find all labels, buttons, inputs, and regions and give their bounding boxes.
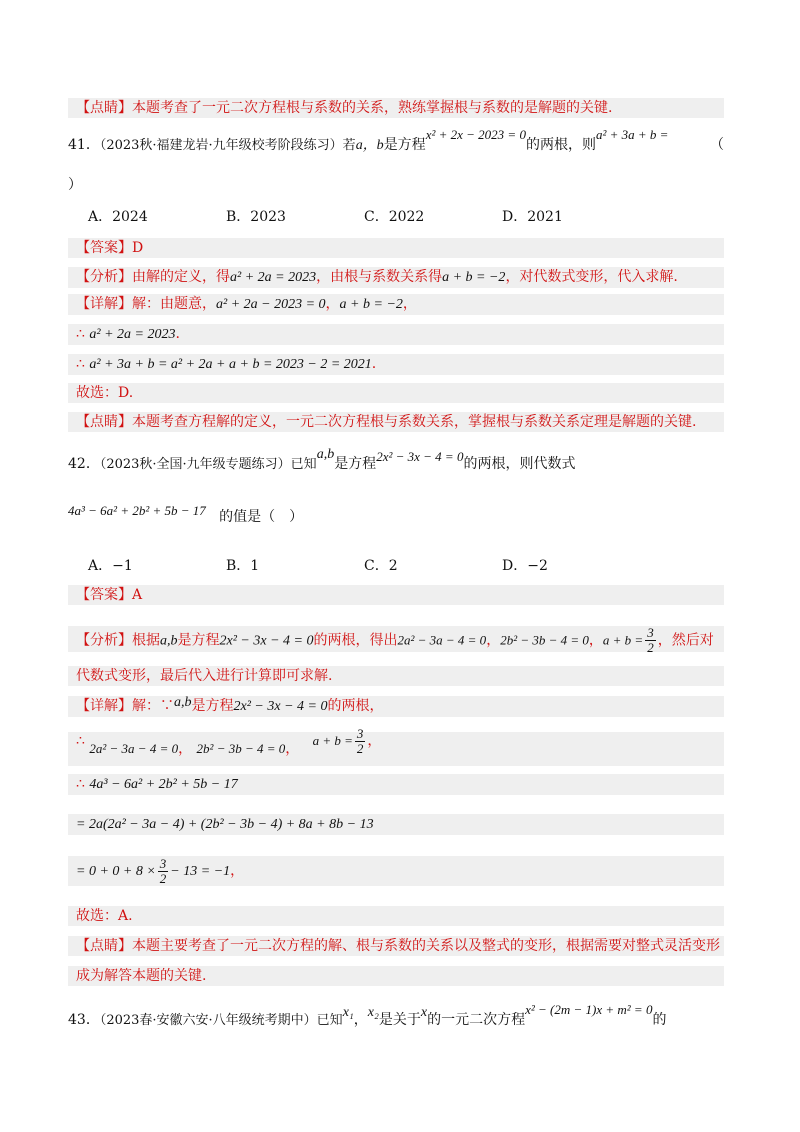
step-math: 2a² − 3a − 4 = 0 (89, 741, 179, 756)
analysis-tag: 【分析】 (76, 632, 132, 649)
math-var: x (420, 1005, 428, 1020)
answer-tag: 【答案】 (76, 587, 132, 603)
expression: 4a³ − 6a² + 2b² + 5b − 17 (68, 503, 206, 518)
fraction (645, 626, 656, 655)
option-b[interactable]: B．1 (226, 558, 260, 574)
analysis-math: a + b = (602, 632, 644, 648)
q43-stem (68, 1002, 724, 1031)
detail-tag: 【详解】 (76, 296, 132, 312)
dianjing-text: 本题考查了一元二次方程根与系数的关系，熟练掌握根与系数的是解题的关键. (132, 100, 613, 116)
analysis-text: 的两根，得出 (313, 632, 398, 649)
step-math: 4a³ − 6a² + 2b² + 5b − 17 (89, 777, 238, 792)
therefore-symbol: ∴ (76, 356, 85, 372)
option-d[interactable]: D．2021 (502, 209, 563, 225)
analysis-tag: 【分析】 (76, 269, 132, 285)
analysis-math: a² + 2a = 2023 (230, 270, 317, 285)
q41-answer (68, 238, 724, 258)
detail-end: ， (402, 296, 417, 312)
detail-tag: 【详解】 (76, 698, 132, 714)
q41-dianjing (68, 412, 724, 432)
q42-step3 (68, 814, 724, 835)
fraction (355, 727, 366, 756)
question-number: 43． (68, 1012, 100, 1028)
dianjing-tag: 【点睛】 (76, 938, 132, 954)
choose-text: 故选：D. (76, 385, 134, 401)
math-vars: a,b (316, 447, 335, 462)
step-end: . (371, 356, 377, 372)
detail-math: 2x² − 3x − 4 = 0 (233, 699, 328, 714)
equation: x² + 2x − 2023 = 0 (425, 127, 526, 142)
analysis-text: 是方程 (177, 632, 220, 649)
detail-text: 的两根， (327, 698, 384, 714)
q41-detail (68, 294, 724, 315)
step-math: = 0 + 0 + 8 × (76, 864, 156, 879)
step-math: a² + 2a = 2023 (89, 327, 176, 342)
step-sep: ， (285, 741, 300, 757)
q42-choose (68, 906, 724, 926)
q41-options (68, 207, 724, 227)
q42-analysis (68, 625, 724, 655)
therefore-symbol: ∴ (76, 733, 85, 749)
equation: 2x² − 3x − 4 = 0 (376, 449, 464, 464)
step-end: ， (367, 733, 382, 749)
option-a[interactable]: A．2024 (88, 209, 148, 225)
option-c[interactable]: C．2 (364, 558, 398, 574)
q41-paren-close (68, 175, 724, 195)
question-source: （2023秋·福建龙岩·九年级校考阶段练习）若 (99, 138, 356, 153)
step-math: = 2a(2a² − 3a − 4) + (2b² − 3b − 4) + 8a + 8b − 13 (76, 817, 374, 832)
question-source: （2023秋·全国·九年级专题练习）已知 (99, 457, 317, 472)
answer-value: A (132, 587, 143, 603)
stem-text: 是关于 (378, 1012, 421, 1028)
analysis-text: ，由根与系数关系得 (316, 269, 443, 285)
math-var: x₂ (367, 1005, 379, 1020)
detail-text: 是方程 (191, 698, 234, 714)
option-d[interactable]: D．−2 (502, 558, 548, 574)
option-a[interactable]: A．−1 (88, 558, 133, 574)
stem-text: 的 (652, 1012, 667, 1028)
q42-expr-line (68, 503, 724, 527)
q42-stem (68, 447, 724, 475)
step-math: a + b = (312, 733, 353, 748)
fraction-numerator: 3 (356, 725, 364, 741)
analysis-math: a + b = −2 (442, 270, 506, 285)
dianjing-tag: 【点睛】 (76, 100, 132, 116)
dianjing-text: 成为解答本题的关键. (76, 968, 207, 984)
step-math: 2b² − 3b − 4 = 0 (196, 741, 286, 756)
fraction-denominator: 2 (159, 870, 167, 886)
equation: x² − (2m − 1)x + m² = 0 (525, 1002, 653, 1017)
stem-text: 的两根，则代数式 (463, 456, 576, 472)
fraction-denominator: 2 (647, 640, 654, 655)
q42-dianjing (68, 936, 724, 956)
step-sep: ， (178, 741, 193, 757)
analysis-text: 代数式变形，最后代入进行计算即可求解. (76, 668, 333, 684)
analysis-text: ，然后对 (657, 632, 714, 649)
stem-text: 是方程 (383, 137, 426, 153)
analysis-text: ，对代数式变形，代入求解. (505, 269, 678, 285)
fraction-numerator: 3 (159, 855, 167, 871)
math-var: x₁ (342, 1005, 354, 1020)
dianjing-text: 本题主要考查了一元二次方程的解、根与系数的关系以及整式的变形，根据需要对整式灵活变形 (132, 938, 720, 954)
question-source: （2023春·安徽六安·八年级统考期中）已知 (99, 1013, 343, 1028)
dianjing-tag: 【点睛】 (76, 414, 132, 430)
step-math: − 13 = −1 (170, 864, 231, 879)
analysis-text: 由解的定义，得 (132, 269, 230, 285)
detail-math: a² + 2a − 2023 = 0 (216, 297, 326, 312)
question-number: 42． (68, 456, 100, 472)
analysis-sep: ， (588, 632, 603, 649)
q42-answer (68, 585, 724, 605)
q42-dianjing-line2 (68, 966, 724, 986)
question-number: 41． (68, 137, 100, 153)
q41-stem (68, 127, 724, 156)
stem-text: 的一元二次方程 (427, 1012, 526, 1028)
analysis-math: 2b² − 3b − 4 = 0 (500, 632, 589, 648)
fraction-numerator: 3 (647, 625, 654, 640)
math-vars: a，b (355, 138, 384, 153)
option-b[interactable]: B．2023 (226, 209, 286, 225)
stem-sep: ， (353, 1012, 368, 1028)
q41-step1 (68, 324, 724, 345)
therefore-symbol: ∴ (76, 776, 85, 792)
q42-options (68, 556, 724, 576)
q42-detail (68, 696, 724, 717)
q42-step1 (68, 725, 724, 766)
step-end: ， (230, 863, 245, 879)
detail-math: a,b (174, 695, 192, 710)
fraction-denominator: 2 (356, 740, 364, 756)
expression: a² + 3a + b = (595, 127, 669, 142)
answer-value: D (132, 240, 144, 256)
analysis-text: 根据 (132, 632, 160, 649)
detail-sep: ， (325, 296, 340, 312)
detail-text: 解：∵ (132, 698, 174, 714)
dianjing-text: 本题考查方程解的定义，一元二次方程根与系数关系，掌握根与系数关系定理是解题的关键. (132, 414, 697, 430)
stem-text: 是方程 (334, 456, 377, 472)
step-math: a² + 3a + b = a² + 2a + a + b = 2023 − 2 = 2021 (89, 357, 372, 372)
therefore-symbol: ∴ (76, 326, 85, 342)
option-c[interactable]: C．2022 (364, 209, 425, 225)
fraction (158, 857, 169, 886)
paren-close: ） (68, 177, 82, 193)
stem-text: 的两根，则 (525, 137, 596, 153)
answer-tag: 【答案】 (76, 240, 132, 256)
analysis-math: a,b (160, 633, 178, 649)
q41-choose (68, 383, 724, 403)
paren-open: （ (710, 137, 724, 153)
detail-math: a + b = −2 (339, 297, 403, 312)
analysis-sep: ， (486, 632, 501, 649)
dianjing-band-top (68, 98, 724, 118)
stem-text: 的值是（ ） (219, 509, 304, 525)
detail-text: 解：由题意， (132, 296, 216, 312)
analysis-math: 2a² − 3a − 4 = 0 (397, 632, 487, 648)
q42-step2 (68, 774, 724, 795)
analysis-math: 2x² − 3x − 4 = 0 (219, 633, 314, 649)
choose-text: 故选：A. (76, 908, 133, 924)
step-end: . (175, 326, 180, 342)
q41-analysis (68, 267, 724, 288)
q42-step4 (68, 856, 724, 886)
q42-analysis-line2 (68, 666, 724, 686)
q41-step2 (68, 354, 724, 375)
